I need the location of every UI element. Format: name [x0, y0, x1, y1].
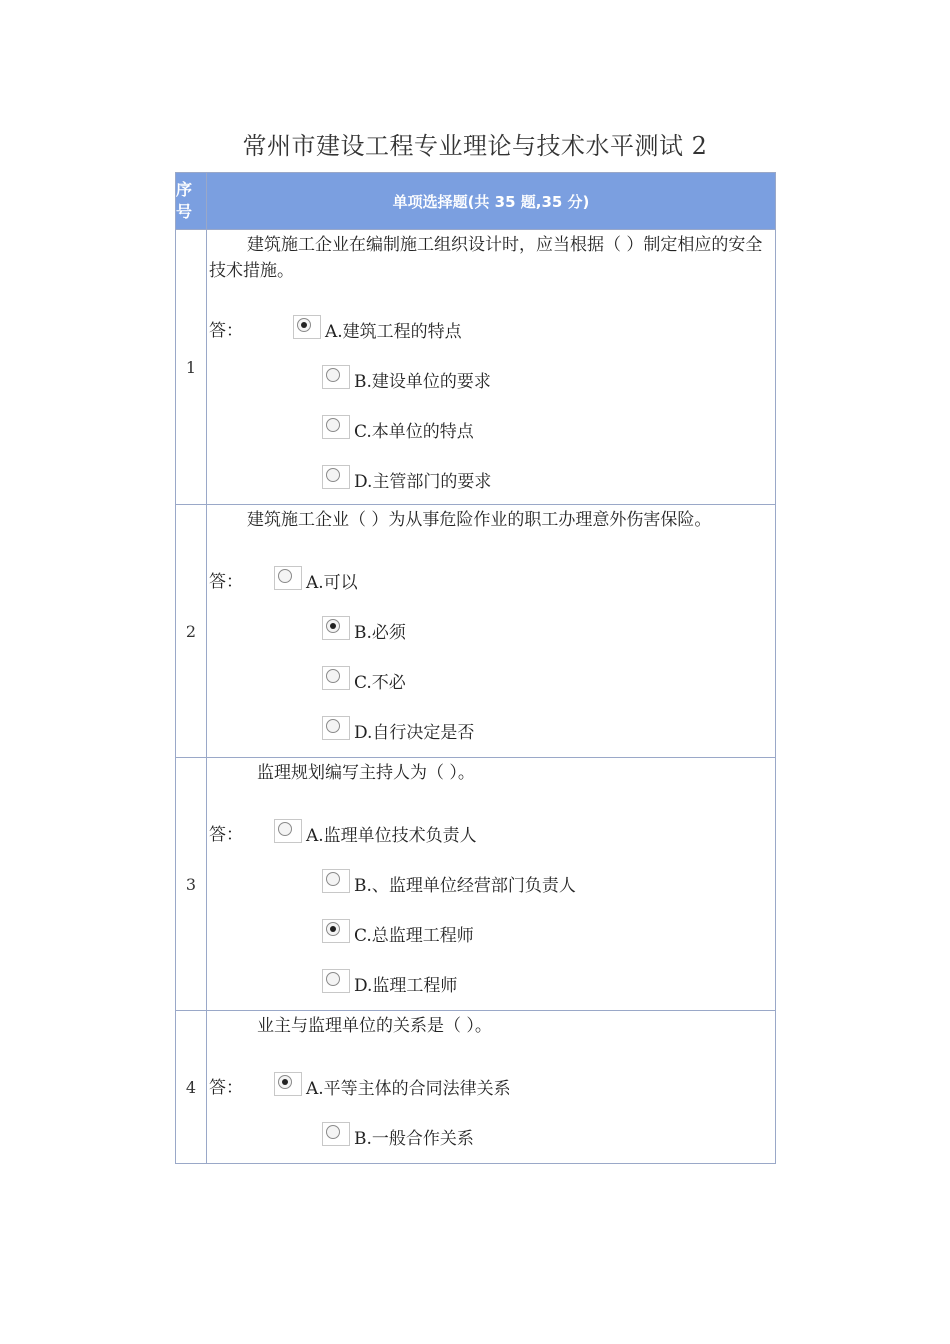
- radio-selected-icon: [326, 922, 340, 936]
- option-label: B.一般合作关系: [354, 1129, 474, 1149]
- answer-label: 答：: [209, 321, 243, 341]
- question-row: [176, 1011, 776, 1164]
- question-cell: [207, 230, 776, 505]
- option-b[interactable]: [322, 872, 576, 900]
- option-a[interactable]: [293, 318, 462, 346]
- question-number: 4: [176, 1011, 207, 1164]
- option-c[interactable]: [322, 669, 406, 697]
- radio-icon[interactable]: [322, 869, 350, 893]
- answer-label: 答：: [209, 572, 243, 592]
- table-header-row: [176, 173, 776, 230]
- radio-icon[interactable]: [322, 666, 350, 690]
- option-label: A.平等主体的合同法律关系: [306, 1079, 511, 1099]
- option-c[interactable]: [322, 922, 474, 950]
- option-label: A.建筑工程的特点: [325, 322, 462, 342]
- header-section: 单项选择题(共 35 题,35 分): [207, 173, 776, 230]
- question-text: 业主与监理单位的关系是（ ）。: [257, 1016, 492, 1036]
- radio-icon[interactable]: [322, 919, 350, 943]
- option-c[interactable]: [322, 418, 474, 446]
- radio-selected-icon: [326, 619, 340, 633]
- radio-empty-icon: [278, 822, 292, 836]
- radio-icon[interactable]: [274, 566, 302, 590]
- radio-empty-icon: [326, 368, 340, 382]
- radio-empty-icon: [326, 418, 340, 432]
- option-d[interactable]: [322, 468, 491, 496]
- radio-icon[interactable]: [293, 315, 321, 339]
- radio-empty-icon: [326, 719, 340, 733]
- option-label: C.不必: [354, 673, 406, 693]
- option-b[interactable]: [322, 368, 491, 396]
- radio-empty-icon: [326, 872, 340, 886]
- radio-icon[interactable]: [274, 1072, 302, 1096]
- radio-empty-icon: [326, 1125, 340, 1139]
- radio-icon[interactable]: [322, 969, 350, 993]
- radio-icon[interactable]: [322, 415, 350, 439]
- question-row: [176, 230, 776, 505]
- question-number: 2: [176, 505, 207, 758]
- header-number: 序号: [176, 173, 207, 230]
- option-b[interactable]: [322, 1125, 474, 1153]
- question-text: 建筑施工企业（ ）为从事危险作业的职工办理意外伤害保险。: [247, 510, 712, 530]
- option-b[interactable]: [322, 619, 406, 647]
- radio-icon[interactable]: [322, 1122, 350, 1146]
- question-row: [176, 505, 776, 758]
- option-label: D.监理工程师: [354, 976, 458, 996]
- radio-selected-icon: [297, 318, 311, 332]
- answer-label: 答：: [209, 1078, 243, 1098]
- option-label: A.监理单位技术负责人: [306, 826, 477, 846]
- option-a[interactable]: [274, 569, 358, 597]
- radio-empty-icon: [326, 972, 340, 986]
- option-label: D.主管部门的要求: [354, 472, 492, 492]
- radio-empty-icon: [326, 468, 340, 482]
- option-a[interactable]: [274, 1075, 511, 1103]
- option-a[interactable]: [274, 822, 477, 850]
- radio-icon[interactable]: [322, 365, 350, 389]
- question-number: 3: [176, 758, 207, 1011]
- radio-icon[interactable]: [322, 465, 350, 489]
- option-label: B.建设单位的要求: [354, 372, 491, 392]
- question-cell: [207, 758, 776, 1011]
- question-cell: [207, 505, 776, 758]
- question-text: 监理规划编写主持人为（ ）。: [257, 763, 475, 783]
- option-label: D.自行决定是否: [354, 723, 475, 743]
- question-row: [176, 758, 776, 1011]
- radio-empty-icon: [326, 669, 340, 683]
- option-label: A.可以: [306, 573, 358, 593]
- radio-icon[interactable]: [322, 716, 350, 740]
- question-text: 建筑施工企业在编制施工组织设计时，应当根据（ ）制定相应的安全技术措施。: [209, 235, 763, 281]
- option-d[interactable]: [322, 719, 474, 747]
- radio-icon[interactable]: [322, 616, 350, 640]
- document-title: 常州市建设工程专业理论与技术水平测试 2: [242, 132, 708, 160]
- option-label: C.总监理工程师: [354, 926, 474, 946]
- radio-selected-icon: [278, 1075, 292, 1089]
- question-number: 1: [176, 230, 207, 505]
- radio-empty-icon: [278, 569, 292, 583]
- question-cell: [207, 1011, 776, 1164]
- option-d[interactable]: [322, 972, 457, 1000]
- option-label: B.、监理单位经营部门负责人: [354, 876, 576, 896]
- option-label: B.必须: [354, 623, 406, 643]
- option-label: C.本单位的特点: [354, 422, 474, 442]
- answer-label: 答：: [209, 825, 243, 845]
- radio-icon[interactable]: [274, 819, 302, 843]
- quiz-table: [175, 172, 776, 1164]
